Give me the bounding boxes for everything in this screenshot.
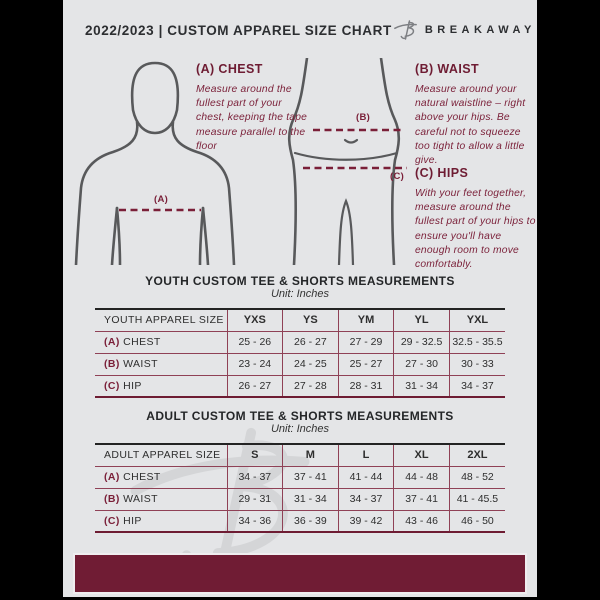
size-column-header: 2XL	[449, 444, 505, 466]
measurement-value-cell: 27 - 30	[394, 353, 450, 375]
measurement-prefix: (C)	[104, 514, 120, 527]
chest-instructions	[196, 62, 308, 154]
table-row	[95, 353, 505, 375]
measurement-value-cell: 34 - 37	[227, 466, 283, 488]
footer-bar	[73, 553, 527, 594]
measurement-value-cell: 27 - 28	[283, 375, 339, 397]
chest-figure-label: (A)	[154, 194, 169, 205]
measurement-value-cell: 24 - 25	[283, 353, 339, 375]
youth-size-table	[95, 308, 505, 398]
size-column-header: XL	[394, 444, 450, 466]
measurement-value-cell: 28 - 31	[338, 375, 394, 397]
measurement-value-cell: 34 - 37	[449, 375, 505, 397]
table-header-row	[95, 309, 505, 331]
table-row	[95, 331, 505, 353]
table-row	[95, 375, 505, 397]
table-row	[95, 510, 505, 532]
measurement-value-cell: 31 - 34	[283, 488, 339, 510]
size-column-header: YL	[394, 309, 450, 331]
measurement-value-cell: 44 - 48	[394, 466, 450, 488]
adult-size-table	[95, 443, 505, 533]
chest-text: Measure around the fullest part of your chest, keeping the tape measure parallel to the floor	[196, 84, 308, 152]
table-header-row	[95, 444, 505, 466]
table-row	[95, 466, 505, 488]
waist-figure-label: (B)	[356, 112, 371, 123]
adult-table-unit: Unit: Inches	[270, 423, 330, 435]
measurement-prefix: (B)	[104, 493, 120, 505]
measurement-value-cell: 41 - 44	[338, 466, 394, 488]
header	[85, 18, 536, 42]
measurement-prefix: (B)	[104, 358, 120, 370]
measurement-value-cell: 30 - 33	[449, 353, 505, 375]
measurement-value-cell: 23 - 24	[227, 353, 283, 375]
measurement-value-cell: 32.5 - 35.5	[449, 331, 505, 353]
page-title: 2022/2023 | CUSTOM APPAREL SIZE CHART	[85, 22, 392, 38]
youth-table-title: YOUTH CUSTOM TEE & SHORTS MEASUREMENTS	[145, 274, 455, 288]
size-column-header: YM	[338, 309, 394, 331]
measurement-label-cell: (B) WAIST	[95, 353, 227, 375]
size-label-header: YOUTH APPAREL SIZE	[95, 309, 227, 331]
size-column-header: S	[227, 444, 283, 466]
hips-text: With your feet together, measure around the fullest part of your hips to ensure you'll have enough room to move comfortably.	[415, 188, 536, 271]
hips-heading: (C) HIPS	[415, 166, 469, 180]
measurement-label-cell: (A) CHEST	[95, 466, 227, 488]
measurement-value-cell: 43 - 46	[394, 510, 450, 532]
waist-text: Measure around your natural waistline – right above your hips. Be careful not to squeeze too tight to allow a little give.	[415, 84, 526, 167]
measurement-value-cell: 29 - 32.5	[394, 331, 450, 353]
hips-figure-label: (C)	[390, 171, 405, 182]
waist-heading: (B) WAIST	[415, 62, 480, 76]
measurement-value-cell: 34 - 37	[338, 488, 394, 510]
youth-table-unit: Unit: Inches	[270, 288, 330, 300]
measurement-label-cell: (C) HIP	[95, 510, 227, 532]
size-column-header: YS	[283, 309, 339, 331]
measurement-value-cell: 31 - 34	[394, 375, 450, 397]
measurement-value-cell: 29 - 31	[227, 488, 283, 510]
breakaway-logo-icon	[392, 18, 419, 42]
measurement-value-cell: 34 - 36	[227, 510, 283, 532]
measurement-value-cell: 25 - 27	[338, 353, 394, 375]
size-column-header: L	[338, 444, 394, 466]
measurement-label-cell: (C) HIP	[95, 375, 227, 397]
measurement-value-cell: 48 - 52	[449, 466, 505, 488]
measurement-value-cell: 41 - 45.5	[449, 488, 505, 510]
size-column-header: M	[283, 444, 339, 466]
measurement-value-cell: 37 - 41	[283, 466, 339, 488]
table-row	[95, 488, 505, 510]
measurement-value-cell: 46 - 50	[449, 510, 505, 532]
chest-heading: (A) CHEST	[196, 62, 263, 76]
measurement-label-cell: (A) CHEST	[95, 331, 227, 353]
measurement-prefix: (C)	[104, 379, 120, 392]
waist-instructions	[415, 62, 533, 168]
size-label-header: ADULT APPAREL SIZE	[95, 444, 227, 466]
brand-name: BREAKAWAY	[424, 24, 536, 36]
size-column-header: YXL	[449, 309, 505, 331]
size-chart-document	[63, 0, 537, 597]
size-column-header: YXS	[227, 309, 283, 331]
measurement-value-cell: 27 - 29	[338, 331, 394, 353]
measurement-value-cell: 26 - 27	[227, 375, 283, 397]
measurement-value-cell: 26 - 27	[283, 331, 339, 353]
measurement-value-cell: 37 - 41	[394, 488, 450, 510]
adult-table-title: ADULT CUSTOM TEE & SHORTS MEASUREMENTS	[146, 409, 454, 423]
hips-instructions	[415, 166, 537, 272]
measurement-value-cell: 39 - 42	[338, 510, 394, 532]
measurement-prefix: (A)	[104, 471, 120, 483]
brand-lockup	[392, 18, 536, 42]
measurement-label-cell: (B) WAIST	[95, 488, 227, 510]
measurement-value-cell: 25 - 26	[227, 331, 283, 353]
measurement-value-cell: 36 - 39	[283, 510, 339, 532]
measurement-prefix: (A)	[104, 336, 120, 348]
